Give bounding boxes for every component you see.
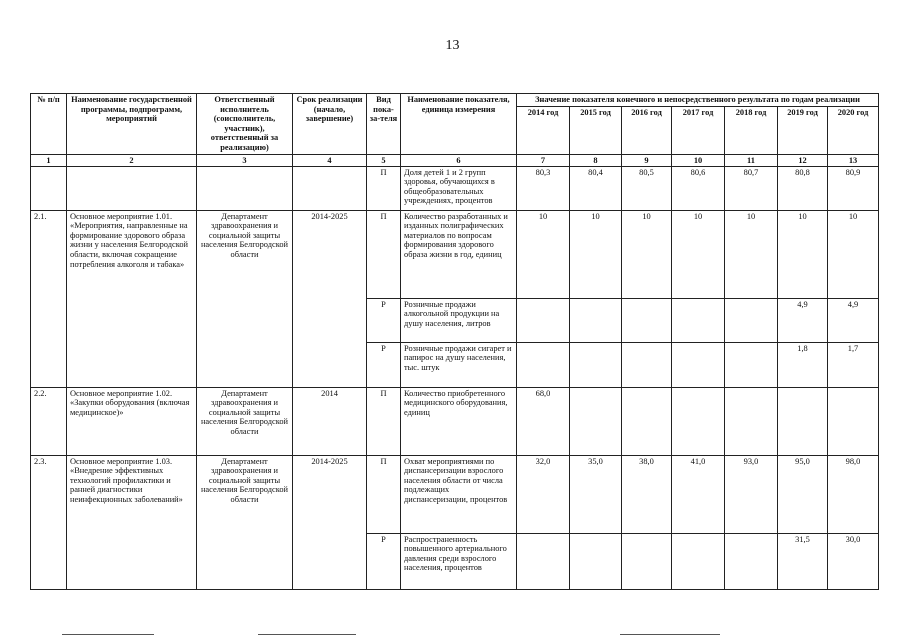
- value-cell: [622, 298, 672, 342]
- value-cell: 38,0: [622, 455, 672, 533]
- header-year: 2020 год: [828, 106, 879, 154]
- value-cell: [622, 342, 672, 387]
- value-cell: 93,0: [725, 455, 778, 533]
- column-number: 13: [828, 154, 879, 166]
- column-number: 2: [67, 154, 197, 166]
- value-cell: 80,7: [725, 166, 778, 210]
- indicator-name: Количество разработанных и изданных полиграфических материалов по вопросам формирования здорового образа жизни в год, единиц: [401, 210, 517, 298]
- indicator-type: П: [367, 210, 401, 298]
- value-cell: 98,0: [828, 455, 879, 533]
- indicator-name: Розничные продажи алкогольной продукции на душу населения, литров: [401, 298, 517, 342]
- indicator-name: Распространенность повышенного артериального давления среди взрослого населения, процентов: [401, 533, 517, 589]
- value-cell: [672, 387, 725, 455]
- indicator-type: П: [367, 455, 401, 533]
- measure-name: Основное мероприятие 1.03. «Внедрение эффективных технологий профилактики и ранней диагностики неинфекционных заболеваний»: [67, 455, 197, 589]
- table-row: [31, 455, 879, 533]
- value-cell: [828, 387, 879, 455]
- value-cell: 10: [570, 210, 622, 298]
- value-cell: 10: [828, 210, 879, 298]
- table-row: [31, 166, 879, 210]
- measure-name: Основное мероприятие 1.01. «Мероприятия, направленные на формирование здорового образа жизни у населения Белгородской области, включая сокращение потребления алкоголя и табака»: [67, 210, 197, 387]
- value-cell: [517, 342, 570, 387]
- header-year: 2018 год: [725, 106, 778, 154]
- value-cell: 4,9: [778, 298, 828, 342]
- indicator-type: Р: [367, 533, 401, 589]
- implementation-period: 2014: [293, 387, 367, 455]
- value-cell: [672, 342, 725, 387]
- row-number: 2.3.: [31, 455, 67, 589]
- value-cell: 10: [778, 210, 828, 298]
- header-values-group: Значение показателя конечного и непосредственного результата по годам реализации: [517, 94, 879, 107]
- value-cell: [725, 387, 778, 455]
- page-number: 13: [445, 38, 460, 53]
- indicator-type: П: [367, 166, 401, 210]
- column-number: 9: [622, 154, 672, 166]
- implementation-period: 2014-2025: [293, 455, 367, 589]
- value-cell: 30,0: [828, 533, 879, 589]
- header-period: Срок реализации (начало, завершение): [293, 94, 367, 155]
- row-number: 2.1.: [31, 210, 67, 387]
- header-responsible: Ответственный исполнитель (соисполнитель, участник), ответственный за реализацию): [197, 94, 293, 155]
- bottom-rule: [62, 634, 154, 635]
- indicator-name: Доля детей 1 и 2 групп здоровья, обучающихся в общеобразовательных учреждениях, процентов: [401, 166, 517, 210]
- responsible-executor: Департамент здравоохранения и социальной защиты населения Белгородской области: [197, 210, 293, 387]
- column-number: 12: [778, 154, 828, 166]
- header-year: 2019 год: [778, 106, 828, 154]
- value-cell: 80,3: [517, 166, 570, 210]
- bottom-rule: [620, 634, 720, 635]
- results-table: [30, 93, 879, 590]
- value-cell: 80,4: [570, 166, 622, 210]
- column-number: 8: [570, 154, 622, 166]
- value-cell: [622, 387, 672, 455]
- value-cell: 68,0: [517, 387, 570, 455]
- header-indicator: Наименование показателя, единица измерения: [401, 94, 517, 155]
- column-number: 3: [197, 154, 293, 166]
- measure-name: Основное мероприятие 1.02. «Закупки оборудования (включая медицинское)»: [67, 387, 197, 455]
- value-cell: 35,0: [570, 455, 622, 533]
- indicator-name: Количество приобретенного медицинского оборудования, единиц: [401, 387, 517, 455]
- header-year: 2016 год: [622, 106, 672, 154]
- value-cell: 32,0: [517, 455, 570, 533]
- header-num: № п/п: [31, 94, 67, 155]
- value-cell: [622, 533, 672, 589]
- header-name: Наименование государственной программы, подпрограмм, мероприятий: [67, 94, 197, 155]
- table-row: [31, 210, 879, 298]
- value-cell: [672, 298, 725, 342]
- indicator-type: Р: [367, 298, 401, 342]
- column-number: 10: [672, 154, 725, 166]
- value-cell: 80,6: [672, 166, 725, 210]
- header-row: [31, 94, 879, 107]
- header-year: 2014 год: [517, 106, 570, 154]
- value-cell: 10: [672, 210, 725, 298]
- bottom-rule: [258, 634, 356, 635]
- responsible-executor: Департамент здравоохранения и социальной защиты населения Белгородской области: [197, 455, 293, 589]
- column-number: 11: [725, 154, 778, 166]
- value-cell: 41,0: [672, 455, 725, 533]
- indicator-name: Розничные продажи сигарет и папирос на душу населения, тыс. штук: [401, 342, 517, 387]
- value-cell: 1,8: [778, 342, 828, 387]
- value-cell: 80,9: [828, 166, 879, 210]
- column-number: 4: [293, 154, 367, 166]
- value-cell: 80,5: [622, 166, 672, 210]
- value-cell: 80,8: [778, 166, 828, 210]
- column-number: 5: [367, 154, 401, 166]
- value-cell: [570, 533, 622, 589]
- header-type: Вид пока-за-теля: [367, 94, 401, 155]
- header-year: 2015 год: [570, 106, 622, 154]
- responsible-executor: Департамент здравоохранения и социальной защиты населения Белгородской области: [197, 387, 293, 455]
- value-cell: 10: [725, 210, 778, 298]
- value-cell: 1,7: [828, 342, 879, 387]
- implementation-period: 2014-2025: [293, 210, 367, 387]
- header-year: 2017 год: [672, 106, 725, 154]
- value-cell: [725, 342, 778, 387]
- value-cell: 4,9: [828, 298, 879, 342]
- value-cell: 95,0: [778, 455, 828, 533]
- indicator-type: П: [367, 387, 401, 455]
- value-cell: [778, 387, 828, 455]
- column-number: 6: [401, 154, 517, 166]
- table-row: [31, 387, 879, 455]
- value-cell: [570, 387, 622, 455]
- column-number: 7: [517, 154, 570, 166]
- row-number: 2.2.: [31, 387, 67, 455]
- column-number: 1: [31, 154, 67, 166]
- value-cell: 10: [622, 210, 672, 298]
- value-cell: 31,5: [778, 533, 828, 589]
- column-numbers-row: [31, 154, 879, 166]
- value-cell: [517, 298, 570, 342]
- value-cell: [570, 342, 622, 387]
- indicator-type: Р: [367, 342, 401, 387]
- value-cell: 10: [517, 210, 570, 298]
- indicator-name: Охват мероприятиями по диспансеризации взрослого населения области от числа подлежащих диспансеризации, процентов: [401, 455, 517, 533]
- value-cell: [517, 533, 570, 589]
- value-cell: [725, 533, 778, 589]
- value-cell: [725, 298, 778, 342]
- value-cell: [570, 298, 622, 342]
- value-cell: [672, 533, 725, 589]
